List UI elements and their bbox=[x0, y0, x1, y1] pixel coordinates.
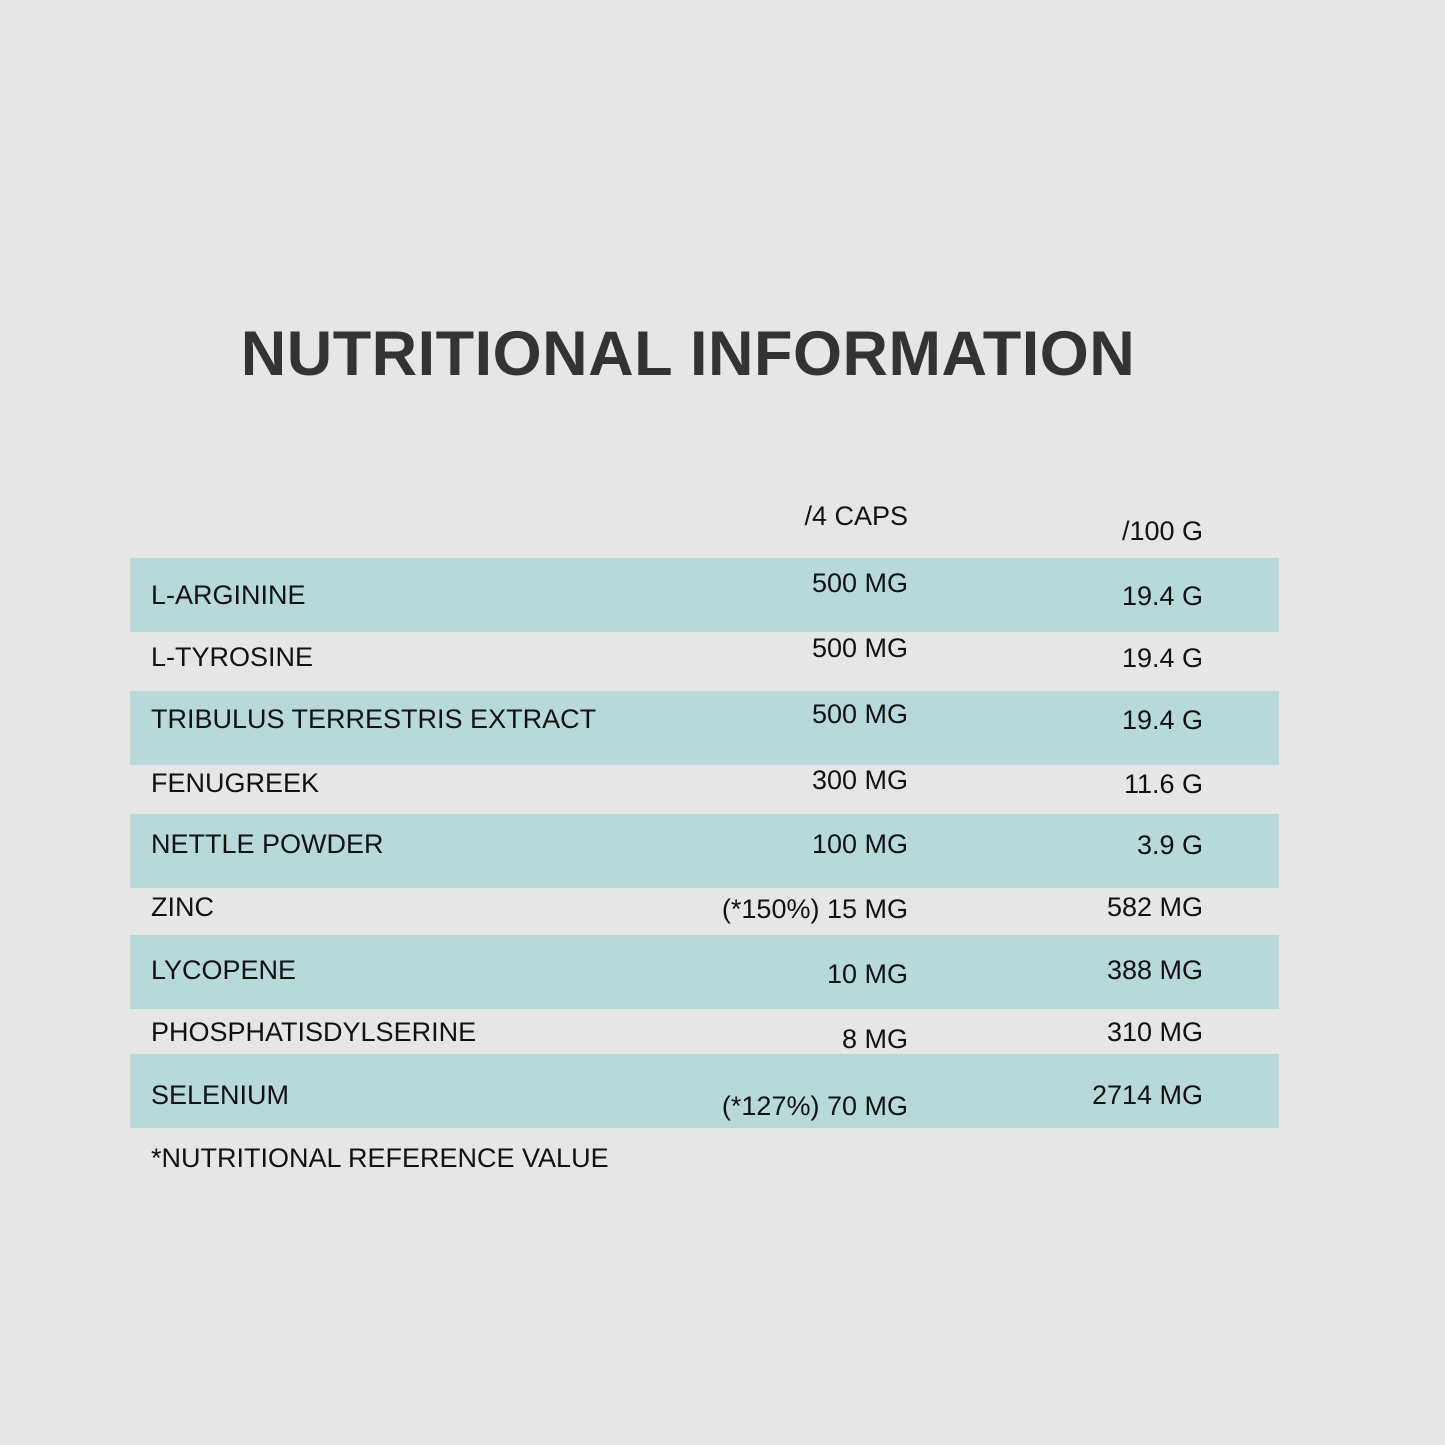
column-header-per-100g: /100 G bbox=[1121, 516, 1203, 546]
ingredient-name: LYCOPENE bbox=[151, 955, 297, 985]
amount-per-4-caps: 8 MG bbox=[841, 1024, 908, 1054]
table-row bbox=[130, 1054, 1279, 1128]
table-row bbox=[130, 765, 1279, 814]
amount-per-100g: 19.4 G bbox=[1121, 581, 1203, 611]
amount-per-4-caps: 500 MG bbox=[811, 699, 908, 729]
amount-per-4-caps: (*127%) 70 MG bbox=[721, 1091, 908, 1121]
table-row bbox=[130, 935, 1279, 1009]
amount-per-4-caps: 500 MG bbox=[811, 633, 908, 663]
amount-per-4-caps: 10 MG bbox=[826, 959, 908, 989]
amount-per-100g: 310 MG bbox=[1106, 1017, 1203, 1047]
table-row bbox=[130, 814, 1279, 888]
ingredient-name: TRIBULUS TERRESTRIS EXTRACT bbox=[151, 704, 597, 734]
amount-per-100g: 388 MG bbox=[1106, 955, 1203, 985]
table-row bbox=[130, 691, 1279, 765]
amount-per-100g: 19.4 G bbox=[1121, 643, 1203, 673]
ingredient-name: ZINC bbox=[151, 892, 214, 922]
amount-per-100g: 19.4 G bbox=[1121, 705, 1203, 735]
amount-per-4-caps: 300 MG bbox=[811, 765, 908, 795]
ingredient-name: L-TYROSINE bbox=[151, 642, 314, 672]
ingredient-name: PHOSPHATISDYLSERINE bbox=[151, 1017, 477, 1047]
amount-per-100g: 582 MG bbox=[1106, 892, 1203, 922]
ingredient-name: NETTLE POWDER bbox=[151, 829, 384, 859]
footnote: *NUTRITIONAL REFERENCE VALUE bbox=[151, 1143, 609, 1173]
amount-per-100g: 3.9 G bbox=[1136, 830, 1203, 860]
table-row bbox=[130, 632, 1279, 691]
amount-per-4-caps: 100 MG bbox=[811, 829, 908, 859]
amount-per-4-caps: (*150%) 15 MG bbox=[721, 894, 908, 924]
amount-per-100g: 11.6 G bbox=[1123, 769, 1203, 799]
table-row bbox=[130, 1009, 1279, 1054]
ingredient-name: L-ARGININE bbox=[151, 580, 306, 610]
ingredient-name: FENUGREEK bbox=[151, 768, 320, 798]
table-row bbox=[130, 888, 1279, 935]
page-title: NUTRITIONAL INFORMATION bbox=[240, 319, 1136, 389]
column-header-per-4-caps: /4 CAPS bbox=[804, 501, 908, 531]
table-row bbox=[130, 558, 1279, 632]
amount-per-4-caps: 500 MG bbox=[811, 568, 908, 598]
amount-per-100g: 2714 MG bbox=[1091, 1080, 1203, 1110]
ingredient-name: SELENIUM bbox=[151, 1080, 290, 1110]
